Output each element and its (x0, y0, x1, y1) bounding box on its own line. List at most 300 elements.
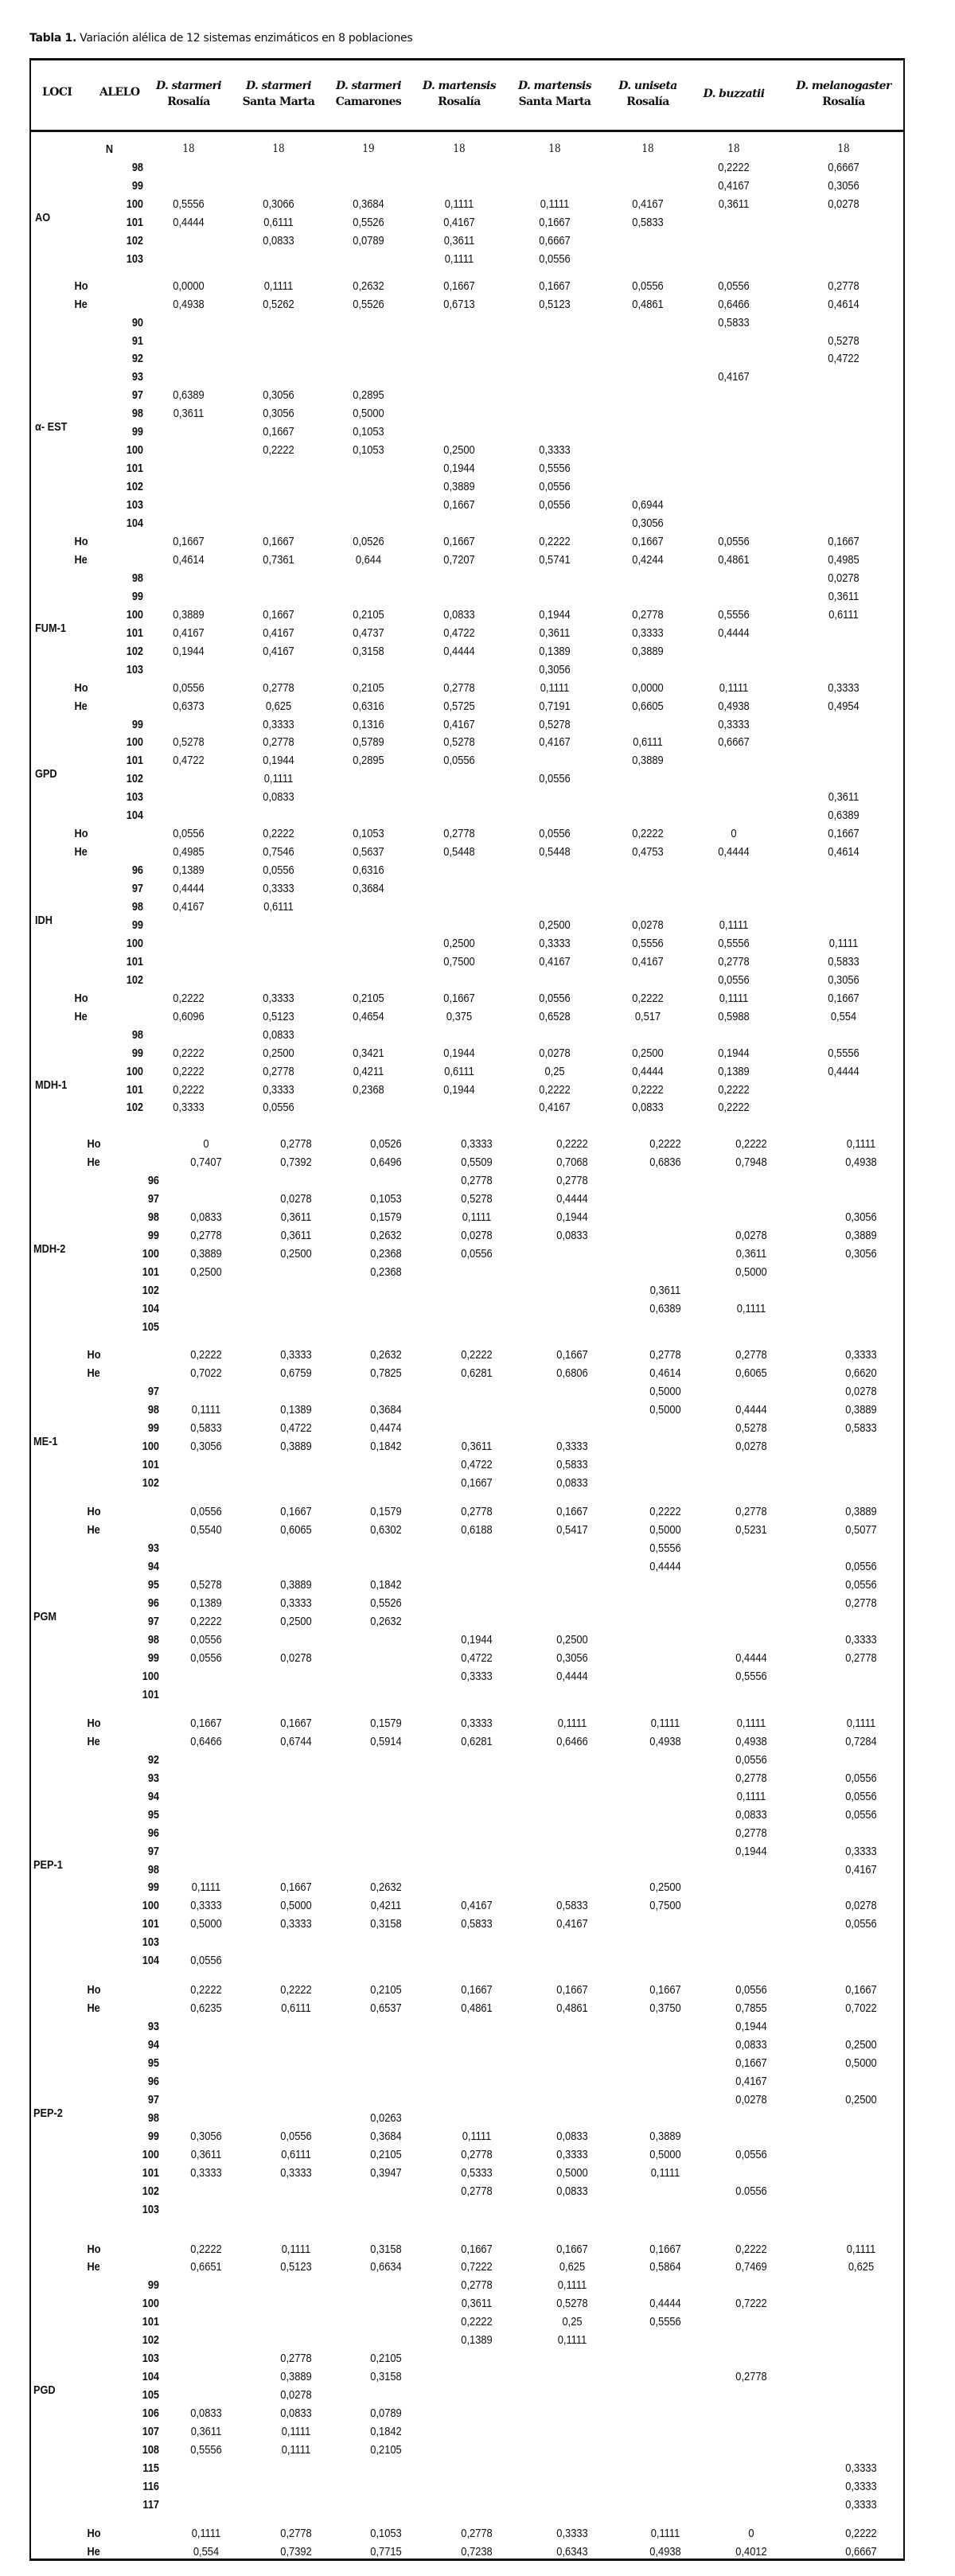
frequency-cell: 0,2778 (443, 680, 475, 695)
allele-label: 101 (126, 215, 143, 229)
frequency-cell: 0,3684 (370, 2129, 402, 2143)
frequency-cell: 0,2222 (649, 1137, 681, 1152)
frequency-cell: 0,0833 (556, 1475, 588, 1490)
frequency-cell: 0,0556 (190, 1633, 222, 1647)
frequency-cell: 0,5333 (461, 2165, 493, 2180)
frequency-cell: 0,6235 (190, 2001, 222, 2016)
frequency-cell: 0,0556 (845, 1771, 877, 1785)
frequency-cell: 0,4167 (443, 215, 475, 229)
allele-row (0, 2145, 955, 2164)
frequency-cell: 18 (641, 142, 654, 155)
allele-label: 116 (142, 2479, 159, 2493)
frequency-cell: 0,5833 (556, 1899, 588, 1913)
frequency-cell: 0,1667 (461, 1475, 493, 1490)
frequency-cell: 0,3333 (263, 991, 294, 1005)
frequency-cell: 0,5833 (828, 954, 860, 968)
allele-label: 93 (147, 1541, 159, 1556)
allele-row (0, 404, 955, 423)
frequency-cell: 0,5789 (353, 735, 384, 750)
frequency-cell: 0,1667 (556, 2242, 588, 2256)
allele-row (0, 751, 955, 770)
allele-label: 93 (147, 2020, 159, 2033)
allele-label: 101 (142, 1457, 159, 1471)
allele-row (0, 1878, 955, 1896)
allele-row (0, 1190, 955, 1208)
allele-label: 102 (142, 2333, 159, 2348)
frequency-cell: 0,2222 (735, 1137, 767, 1152)
frequency-cell: 0,5448 (539, 845, 571, 859)
frequency-cell: 0,5278 (443, 735, 475, 750)
frequency-cell: 0,5000 (353, 407, 384, 421)
allele-label: 101 (142, 1917, 159, 1931)
frequency-cell: 0,0556 (461, 1247, 493, 1261)
frequency-cell: 0,4938 (649, 2544, 681, 2558)
allele-label: 100 (126, 1064, 143, 1078)
frequency-cell: 0,3056 (828, 178, 860, 193)
allele-row (0, 420, 955, 441)
frequency-cell: 0,0556 (718, 972, 750, 987)
frequency-cell: 0,2105 (353, 680, 384, 695)
frequency-cell: 0,5556 (828, 1046, 860, 1060)
frequency-cell: 0,6343 (556, 2544, 588, 2558)
heterozygosity-row (0, 1153, 955, 1171)
heterozygosity-row (0, 989, 955, 1007)
heterozygosity-label: Ho (87, 2526, 101, 2540)
frequency-cell: 0,4444 (718, 625, 750, 640)
allele-label: 108 (142, 2442, 159, 2457)
frequency-cell: 0,6836 (649, 1155, 681, 1170)
frequency-cell: 0,5833 (556, 1457, 588, 1471)
frequency-cell: 0,5556 (649, 2315, 681, 2329)
frequency-cell: 0,4614 (649, 1366, 681, 1380)
frequency-cell: 0,1842 (370, 1439, 402, 1453)
locus-label: PGM (33, 1610, 57, 1624)
allele-row (0, 1649, 955, 1667)
frequency-cell: 0,4444 (632, 1064, 664, 1078)
heterozygosity-row (0, 1502, 955, 1521)
frequency-cell: 0,1111 (462, 1210, 492, 1225)
frequency-cell: 0,4722 (280, 1421, 312, 1435)
frequency-cell: 0,5278 (190, 1578, 222, 1592)
frequency-cell: 0,5000 (649, 1523, 681, 1537)
column-population: Rosalía (822, 95, 865, 108)
frequency-cell: 0,2368 (370, 1247, 402, 1261)
heterozygosity-label: He (74, 845, 88, 859)
frequency-cell: 0,2500 (280, 1615, 312, 1629)
frequency-cell: 0,1842 (370, 1578, 402, 1592)
heterozygosity-label: He (87, 2544, 100, 2558)
frequency-cell: 0,3611 (280, 1229, 312, 1243)
frequency-cell: 0,0833 (735, 1807, 767, 1822)
frequency-cell: 0,6389 (649, 1301, 681, 1315)
allele-label: 100 (142, 2147, 159, 2161)
frequency-cell: 0,5000 (735, 1265, 767, 1279)
heterozygosity-row (0, 1521, 955, 1539)
frequency-cell: 0 (203, 1137, 209, 1152)
frequency-cell: 0,0556 (190, 1505, 222, 1519)
heterozygosity-row (0, 1732, 955, 1751)
allele-label: 96 (147, 1826, 159, 1840)
allele-label: 102 (126, 772, 143, 786)
column-header (336, 78, 401, 110)
frequency-cell: 0,5262 (263, 297, 294, 311)
heterozygosity-label: He (74, 297, 88, 311)
frequency-cell: 0,4211 (370, 1899, 402, 1913)
frequency-cell: 0,2895 (353, 388, 384, 403)
frequency-cell: 0,3056 (539, 662, 571, 676)
allele-label: 98 (131, 1027, 143, 1042)
heterozygosity-label: Ho (87, 1716, 101, 1730)
frequency-cell: 0,4444 (443, 644, 475, 658)
frequency-cell: 0,4167 (443, 717, 475, 731)
frequency-cell: 0,5123 (280, 2260, 312, 2274)
frequency-cell: 0,4167 (735, 2074, 767, 2088)
allele-row (0, 1026, 955, 1044)
frequency-cell: 0,2778 (632, 607, 664, 622)
frequency-cell: 0,4722 (828, 352, 860, 366)
frequency-cell: 18 (453, 142, 466, 155)
frequency-cell: 0,1944 (539, 607, 571, 622)
allele-label: 101 (126, 625, 143, 640)
locus-label: ME-1 (33, 1434, 58, 1448)
frequency-cell: 0,4722 (461, 1651, 493, 1665)
frequency-cell: 0,1667 (828, 991, 860, 1005)
frequency-cell: 0,6111 (828, 607, 859, 622)
frequency-cell: 0,0278 (461, 1229, 493, 1243)
frequency-cell: 0,3158 (370, 2370, 402, 2384)
frequency-cell: 0,1111 (736, 1301, 766, 1315)
frequency-cell: 0.0556 (735, 2184, 767, 2198)
frequency-cell: 0,1111 (650, 2526, 680, 2540)
column-species: D. martensis (517, 80, 592, 92)
column-species: D. uniseta (618, 80, 677, 92)
allele-label: 99 (131, 918, 143, 932)
frequency-cell: 0,4167 (718, 178, 750, 193)
frequency-cell: 0,3611 (173, 407, 205, 421)
heterozygosity-row (0, 2258, 955, 2276)
frequency-cell: 0,6620 (845, 1366, 877, 1380)
frequency-cell: 0,3611 (828, 589, 860, 603)
frequency-cell: 0,7715 (370, 2544, 402, 2558)
frequency-cell: 0,1667 (632, 535, 664, 548)
frequency-cell: 0,3684 (370, 1402, 402, 1417)
frequency-cell: 0,2778 (280, 2526, 312, 2540)
locus-label: IDH (35, 913, 53, 927)
frequency-cell: 0,0000 (632, 680, 664, 695)
frequency-cell: 0,4954 (828, 699, 860, 713)
frequency-cell: 0,1944 (556, 1210, 588, 1225)
frequency-cell: 0,3333 (280, 1596, 312, 1611)
frequency-cell: 0,3611 (280, 1210, 312, 1225)
frequency-cell: 0,3158 (370, 1917, 402, 1931)
frequency-cell: 0,7284 (845, 1734, 877, 1748)
frequency-cell: 0,1389 (173, 863, 205, 878)
frequency-cell: 0,5123 (263, 1009, 294, 1023)
frequency-cell: 0,1579 (370, 1716, 402, 1730)
frequency-cell: 0,1667 (263, 535, 294, 548)
frequency-cell: 0,1053 (353, 827, 384, 841)
frequency-cell: 0,2222 (632, 1082, 664, 1097)
frequency-cell: 0,4244 (632, 552, 664, 567)
frequency-cell: 0,2222 (632, 991, 664, 1005)
frequency-cell: 0,5556 (173, 197, 205, 211)
frequency-cell: 0,4211 (353, 1064, 384, 1078)
frequency-cell: 0,4861 (556, 2001, 588, 2016)
frequency-cell: 0,0833 (263, 233, 294, 247)
frequency-cell: 0,1944 (461, 1633, 493, 1647)
frequency-cell: 0,0556 (632, 279, 664, 293)
frequency-cell: 0,4444 (828, 1064, 860, 1078)
frequency-cell: 0,0833 (263, 790, 294, 805)
frequency-cell: 0,6759 (280, 1366, 312, 1380)
frequency-cell: 0,1111 (444, 197, 474, 211)
frequency-cell: 0,4722 (461, 1457, 493, 1471)
allele-label: 97 (147, 1192, 159, 1206)
allele-row (0, 953, 955, 971)
allele-label: 99 (147, 2129, 159, 2143)
frequency-cell: 0,1667 (828, 535, 860, 548)
frequency-cell: 0,1667 (190, 1716, 222, 1730)
column-header (243, 78, 315, 110)
frequency-cell: 0,3333 (461, 1716, 493, 1730)
allele-label: 97 (147, 1844, 159, 1858)
frequency-cell: 0,0833 (556, 1229, 588, 1243)
allele-label: 99 (147, 2278, 159, 2293)
frequency-cell: 0,0833 (280, 2406, 312, 2420)
allele-label: 103 (126, 498, 143, 512)
frequency-cell: 0,0556 (845, 1560, 877, 1574)
allele-label: 104 (126, 516, 143, 530)
frequency-cell: 0,3611 (539, 625, 571, 640)
frequency-cell: 0,0556 (263, 863, 294, 878)
frequency-cell: 0,7392 (280, 1155, 312, 1170)
frequency-cell: 0,4654 (353, 1009, 384, 1023)
frequency-cell: 0,5000 (845, 2056, 877, 2070)
allele-label: 98 (131, 571, 143, 585)
allele-label: 99 (131, 1046, 143, 1060)
frequency-cell: 0,3333 (461, 1137, 493, 1152)
allele-label: 99 (131, 589, 143, 603)
allele-row (0, 1951, 955, 1970)
column-species: D. melanogaster (796, 80, 891, 92)
frequency-cell: 0,3066 (263, 197, 294, 211)
frequency-cell: 0,5278 (735, 1421, 767, 1435)
frequency-cell: 18 (548, 142, 561, 155)
frequency-cell: 0,1111 (191, 1880, 221, 1895)
locus-label: α- EST (35, 420, 68, 435)
frequency-cell: 0,6111 (263, 900, 294, 914)
frequency-cell: 0,3333 (845, 1633, 877, 1647)
frequency-cell: 0,3333 (280, 1347, 312, 1362)
allele-row (0, 1751, 955, 1769)
frequency-cell: 0,1111 (191, 2526, 221, 2540)
frequency-cell: 0,0556 (735, 2147, 767, 2161)
frequency-cell: 0,2500 (632, 1046, 664, 1060)
frequency-cell: 0,2632 (370, 1229, 402, 1243)
heterozygosity-label: Ho (87, 1347, 101, 1362)
frequency-cell: 0,3750 (649, 2001, 681, 2016)
heterozygosity-label: Ho (74, 535, 88, 548)
frequency-cell: 0,1944 (735, 2020, 767, 2033)
frequency-cell: 0,0556 (539, 772, 571, 786)
heterozygosity-label: He (87, 2260, 100, 2274)
frequency-cell: 0,1842 (370, 2425, 402, 2438)
frequency-cell: 0,3421 (353, 1046, 384, 1060)
allele-label: 98 (131, 407, 143, 421)
frequency-cell: 0,2778 (461, 2526, 493, 2540)
allele-row (0, 606, 955, 624)
frequency-cell: 0,1944 (443, 1046, 475, 1060)
allele-label: 98 (147, 1633, 159, 1647)
frequency-cell: 0,1667 (443, 498, 475, 512)
heterozygosity-label: He (74, 699, 88, 713)
frequency-cell: 0,5123 (539, 297, 571, 311)
allele-label: 102 (142, 1284, 159, 1297)
frequency-cell: 0,2778 (443, 827, 475, 841)
frequency-cell: 0,1111 (650, 1716, 680, 1730)
frequency-cell: 0,2500 (845, 2092, 877, 2106)
frequency-cell: 0,6373 (173, 699, 205, 713)
allele-label: 97 (131, 388, 143, 403)
allele-label: 101 (126, 754, 143, 768)
frequency-cell: 0,1111 (650, 2165, 680, 2180)
frequency-cell: 0,3333 (461, 1670, 493, 1683)
frequency-cell: 0,3158 (353, 644, 384, 658)
frequency-cell: 0,7407 (190, 1155, 222, 1170)
frequency-cell: 0,4167 (263, 644, 294, 658)
frequency-cell: 0,3333 (190, 2165, 222, 2180)
heterozygosity-row (0, 679, 955, 697)
frequency-cell: 0,6667 (718, 735, 750, 750)
frequency-cell: 0,3611 (190, 2425, 222, 2438)
allele-row (0, 1171, 955, 1190)
frequency-cell: 0,6806 (556, 1366, 588, 1380)
heterozygosity-row (0, 843, 955, 861)
frequency-cell: 0,2222 (190, 1615, 222, 1629)
frequency-cell: 0,6316 (353, 863, 384, 878)
frequency-cell: 0,2222 (649, 1505, 681, 1519)
allele-row (0, 1263, 955, 1281)
frequency-cell: 0,2222 (461, 2315, 493, 2329)
allele-label: 103 (126, 662, 143, 676)
allele-row (0, 368, 955, 386)
column-population: Rosalía (626, 95, 669, 108)
frequency-cell: 0,2105 (370, 2147, 402, 2161)
allele-label: 97 (131, 882, 143, 895)
allele-label: 94 (147, 1560, 159, 1574)
locus-label: MDH-2 (33, 1242, 66, 1257)
frequency-cell: 0,7546 (263, 845, 294, 859)
allele-label: 99 (147, 1421, 159, 1435)
frequency-cell: 0,0833 (190, 2406, 222, 2420)
allele-row (0, 1857, 955, 1879)
frequency-cell: 0,0556 (190, 1651, 222, 1665)
allele-label: 99 (131, 178, 143, 193)
column-species: D. starmeri (245, 80, 311, 92)
allele-label: 100 (126, 607, 143, 622)
allele-row (0, 2441, 955, 2459)
frequency-cell: 0,7238 (461, 2544, 493, 2558)
allele-label: 98 (131, 900, 143, 914)
frequency-cell: 0,1111 (191, 1402, 221, 1417)
frequency-cell: 0,6389 (828, 809, 860, 823)
frequency-cell: 0,1111 (462, 2129, 492, 2143)
frequency-cell: 0,1111 (846, 2242, 876, 2256)
frequency-cell: 0,1944 (173, 644, 205, 658)
frequency-cell: 0,0833 (556, 2129, 588, 2143)
frequency-cell: 0,5741 (539, 552, 571, 567)
column-header (618, 78, 676, 110)
locus-label: AO (35, 210, 51, 224)
allele-row (0, 1842, 955, 1861)
frequency-cell: 0,0278 (632, 918, 664, 932)
frequency-cell: 0,1389 (280, 1402, 312, 1417)
allele-label: 100 (126, 443, 143, 458)
allele-label: 105 (142, 1319, 159, 1334)
frequency-cell: 0,7500 (649, 1899, 681, 1913)
frequency-cell: 0,2222 (845, 2526, 877, 2540)
frequency-cell: 0,0278 (280, 1192, 312, 1206)
frequency-cell: 0,3056 (845, 1210, 877, 1225)
allele-row (0, 2459, 955, 2477)
frequency-cell: 0,1667 (443, 535, 475, 548)
frequency-cell: 0,25 (544, 1064, 565, 1078)
heterozygosity-label: Ho (87, 2242, 101, 2256)
frequency-cell: 0,5077 (845, 1523, 877, 1537)
frequency-cell: 0,3889 (845, 1402, 877, 1417)
frequency-cell: 0,0556 (173, 680, 205, 695)
allele-row (0, 514, 955, 532)
frequency-cell: 0,3333 (718, 717, 750, 731)
allele-row (0, 806, 955, 824)
frequency-cell: 0,2222 (632, 827, 664, 841)
frequency-cell: 0,0833 (263, 1027, 294, 1042)
frequency-cell: 0,6667 (828, 160, 860, 174)
heterozygosity-label: He (87, 1366, 100, 1380)
heterozygosity-row (0, 2240, 955, 2258)
column-species: D. starmeri (155, 80, 222, 92)
frequency-cell: 0,2778 (556, 1174, 588, 1188)
heterozygosity-row (0, 1135, 955, 1153)
frequency-cell: 0,1053 (353, 443, 384, 458)
frequency-cell: 0,1111 (540, 680, 570, 695)
heterozygosity-row (0, 697, 955, 715)
frequency-cell: 0,3333 (845, 2461, 877, 2475)
allele-label: 95 (147, 2056, 159, 2070)
allele-label: 103 (126, 790, 143, 805)
heterozygosity-row (0, 2543, 955, 2561)
frequency-cell: 0,2778 (461, 2278, 493, 2293)
allele-row (0, 2054, 955, 2072)
frequency-cell: 0,1111 (736, 1789, 766, 1803)
allele-label: 101 (126, 1082, 143, 1097)
allele-row (0, 861, 955, 879)
allele-label: 96 (147, 1596, 159, 1611)
allele-row (0, 621, 955, 642)
frequency-cell: 0,554 (193, 2544, 220, 2558)
frequency-cell: 0,7222 (461, 2260, 493, 2274)
frequency-cell: 0,7948 (735, 1155, 767, 1170)
frequency-cell: 18 (272, 142, 285, 155)
frequency-cell: 0,2778 (735, 1771, 767, 1785)
frequency-cell: 0,2222 (173, 991, 205, 1005)
allele-row (0, 913, 955, 934)
frequency-cell: 0,2222 (173, 1046, 205, 1060)
frequency-cell: 0,3889 (280, 2370, 312, 2384)
allele-row (0, 715, 955, 734)
frequency-cell: 0,3889 (632, 754, 664, 768)
frequency-cell: 0,1944 (263, 754, 294, 768)
